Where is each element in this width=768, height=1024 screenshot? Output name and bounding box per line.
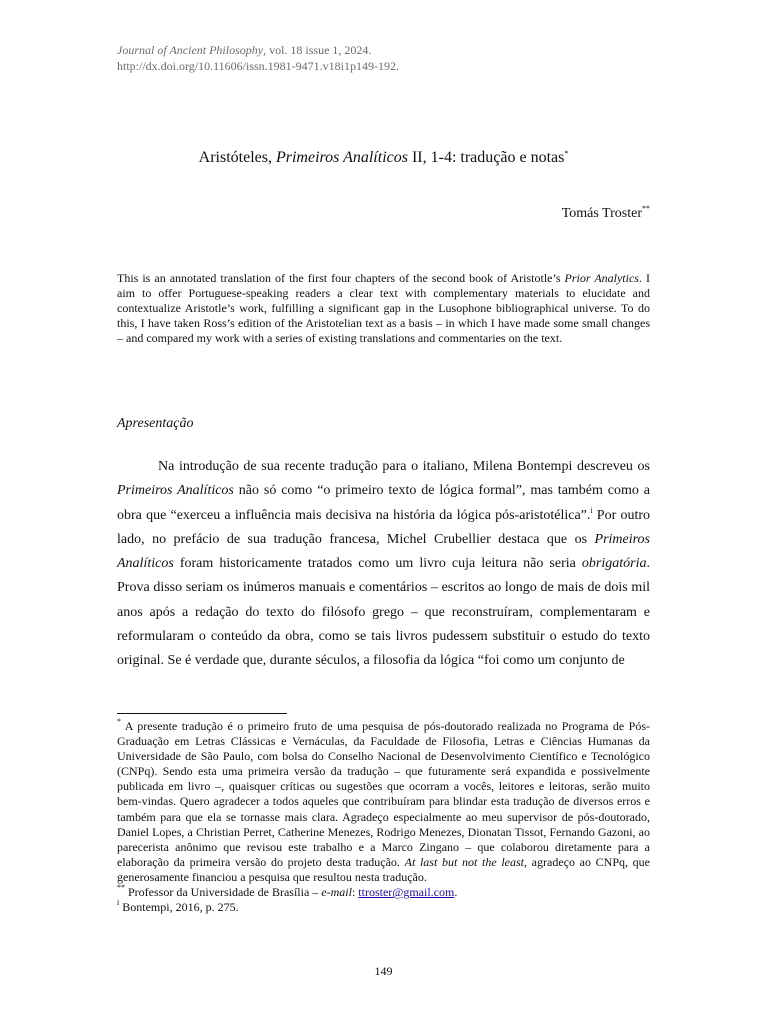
title-prefix: Aristóteles, <box>198 149 276 166</box>
author-name: Tomás Troster <box>561 206 642 221</box>
body-text-5: . Prova disso seriam os inúmeros manuais e comentários – escritos ao longo de mais de dois mil anos após a redação do texto do filósofo grego – que reconstruíram, complementaram e reformularam o conteúdo da obra, como se tais livros pudessem substituir o estudo do texto original. Se é verdade que, durante séculos, a filosofia da lógica “foi como um conjunto de <box>117 556 650 669</box>
abstract-text-2: . I aim to offer Portuguese-speaking readers a clear text with complementary materials to elucidate and contextualize Aristotle’s work, fulfilling a significant gap in the Lusophone bibliographical universe. To do this, I have taken Ross’s edition of the Aristotelian text as a basis – in which I have made some small changes – and compared my work with a series of existing translations and commentaries on the text. <box>117 271 650 345</box>
author-line <box>562 204 650 224</box>
author-footnote-marker[interactable]: ** <box>642 204 650 213</box>
body-text-3: Por outro lado, no prefácio de sua tradução francesa, Michel Crubellier destaca que os <box>117 507 651 547</box>
footnote-1-emphasis: At last but not the least <box>404 854 524 869</box>
body-work-2: Primeiros Analíticos <box>117 531 650 572</box>
footnote-1-text-b: , agradeço ao CNPq, que generosamente financiou a pesquisa que resultou nesta tradução. <box>117 854 650 884</box>
section-title: Apresentação <box>117 416 194 431</box>
footnote-2-text-b: : <box>351 885 359 900</box>
body-text-1: Na introdução de sua recente tradução para o italiano, Milena Bontempi descreveu os <box>158 459 650 474</box>
abstract-text-1: This is an annotated translation of the first four chapters of the second book of Aristotle’s <box>117 271 565 285</box>
abstract-work: Prior Analytics <box>564 271 639 285</box>
journal-name: Journal of Ancient Philosophy <box>117 43 264 57</box>
title-footnote-marker[interactable]: * <box>564 149 569 158</box>
body-paragraph <box>117 455 650 674</box>
footnote-1-text-a: A presente tradução é o primeiro fruto de uma pesquisa de pós-doutorado realizada no Programa de Pós-Graduação em Letras Clássicas e Vernáculas, da Faculdade de Filosofia, Letras e Ciências Humanas da Universidade de São Paulo, com bolsa do Conselho Nacional de Desenvolvimento Científico e Tecnológico (CNPq). Sendo esta uma primeira versão da tradução – que futuramente será expandida e possivelmente publicada em livro –, quaisquer críticas ou sugestões que ocorram a vocês, leitores e leitoras, serão muito bem-vindas. Quero agradecer a todos aqueles que contribuíram para blindar esta tradução de diversos erros e também para que ela se tornasse mais clara. Agradeço especialmente ao meu supervisor de pós-doutorado, Daniel Lopes, a Christian Perret, Catherine Menezes, Rodrigo Menezes, Dionatan Tissot, Fernando Gazoni, ao parecerista anônimo que revisou este trabalho e a Marco Zingano – que colaborou diretamente para a elaboração da primeira versão do projeto desta tradução. <box>117 719 650 869</box>
footnote-3-marker: i <box>117 898 120 908</box>
footnote-3-text: Bontempi, 2016, p. 275. <box>119 900 239 915</box>
footnote-2-emphasis: e-mail <box>321 885 352 900</box>
body-emphasis: obrigatória <box>581 556 647 572</box>
footnote-1-marker: * <box>117 717 121 726</box>
email-link[interactable]: ttroster@gmail.com <box>358 885 455 900</box>
footnote-1 <box>117 719 650 885</box>
journal-header <box>117 42 399 74</box>
footnote-2 <box>117 885 650 900</box>
title-suffix: II, 1-4: tradução e notas <box>407 149 565 166</box>
title-work: Primeiros Analíticos <box>275 149 408 166</box>
article-title <box>117 147 650 169</box>
footnote-divider <box>117 713 287 714</box>
footnotes <box>117 719 650 915</box>
journal-volume: , vol. 18 issue 1, 2024. <box>263 43 372 57</box>
body-text-2: não só como “o primeiro texto de lógica formal”, mas também como a obra que “exerceu a influência mais decisiva na história da lógica pós-aristotélica”. <box>117 483 650 523</box>
body-text-4: foram historicamente tratados como um livro cuja leitura não seria <box>173 556 582 572</box>
page-number: 149 <box>374 964 393 978</box>
body-work-1: Primeiros Analíticos <box>117 483 234 499</box>
journal-citation <box>117 42 399 58</box>
footnote-2-text-a: Professor da Universidade de Brasília – <box>125 885 322 900</box>
body-footnote-marker[interactable]: i <box>590 505 593 515</box>
footnote-2-end: . <box>454 885 458 900</box>
abstract <box>117 271 650 346</box>
doi-line: http://dx.doi.org/10.11606/issn.1981-9471.v18i1p149-192. <box>117 59 400 73</box>
footnote-3 <box>117 900 650 915</box>
footnote-2-marker: ** <box>117 883 125 893</box>
